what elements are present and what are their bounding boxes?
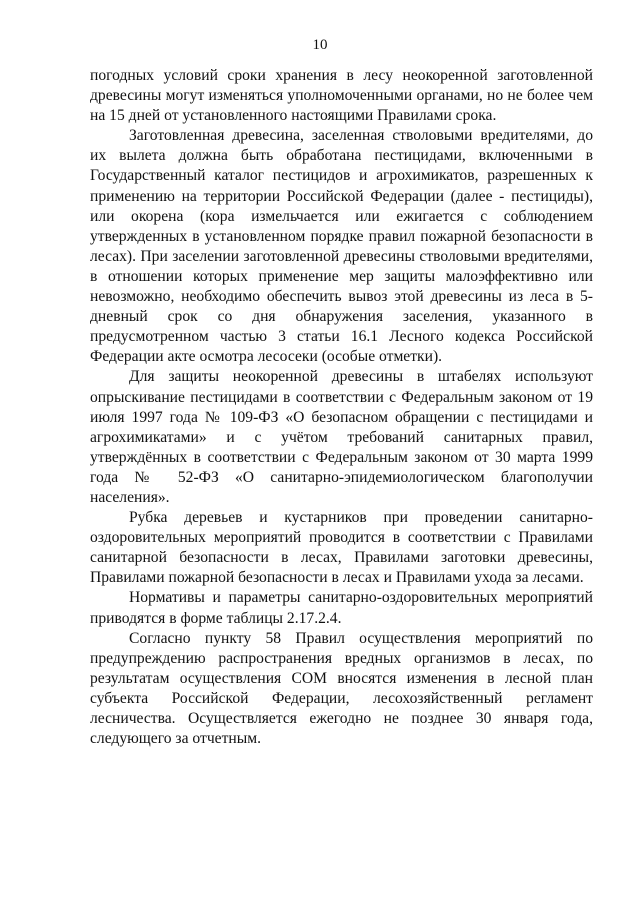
document-body (90, 66, 593, 749)
paragraph-spraying: Для защиты неокоренной древесины в штабелях используют опрыскивание пестицидами в соответствии с Федеральным законом от 19 июля 1997 года № 109-ФЗ «О безопасном обращении с пестицидами и агрохимикатами» и с учётом требований санитарных правил, утверждённых в соответствии с Федеральным законом от 30 марта 1999 года № 52-ФЗ «О санитарно-эпидемиологическом благополучии населения». (90, 368, 593, 506)
paragraph-pest-treatment: Заготовленная древесина, заселенная стволовыми вредителями, до их вылета должна быть обработана пестицидами, включенными в Государственный каталог пестицидов и агрохимикатов, разрешенных к применению на территории Российской Федерации (далее - пестициды), или окорена (кора измельчается или ежигается с соблюдением утвержденных в установленном порядке правил пожарной безопасности в лесах). При заселении заготовленной древесины стволовыми вредителями, в отношении которых применение мер защиты малоэффективно или невозможно, необходимо обеспечить вывоз этой древесины из леса в 5-дневный срок со дня обнаружения заселения, указанного в предусмотренном частью 3 статьи 16.1 Лесного кодекса Российской Федерации акте осмотра лесосеки (особые отметки). (90, 127, 593, 366)
paragraph-cutting-rules: Рубка деревьев и кустарников при проведении санитарно-оздоровительных мероприятий проводится в соответствии с Правилами санитарной безопасности в лесах, Правилами заготовки древесины, Правилами пожарной безопасности в лесах и Правилами ухода за лесами. (90, 509, 593, 587)
paragraph-storage-terms: погодных условий сроки хранения в лесу неокоренной заготовленной древесины могут изменяться уполномоченными органами, но не более чем на 15 дней от установленного настоящими Правилами срока. (90, 67, 593, 125)
paragraph-plan-changes: Согласно пункту 58 Правил осуществления мероприятий по предупреждению распространения вредных организмов в лесах, по результатам осуществления СОМ вносятся изменения в лесной план субъекта Российской Федерации, лесохозяйственный регламент лесничества. Осуществляется ежегодно не позднее 30 января года, следующего за отчетным. (90, 629, 593, 748)
page-number: 10 (312, 37, 328, 53)
paragraph-norms-table: Нормативы и параметры санитарно-оздоровительных мероприятий приводятся в форме таблицы 2.17.2.4. (90, 589, 593, 627)
